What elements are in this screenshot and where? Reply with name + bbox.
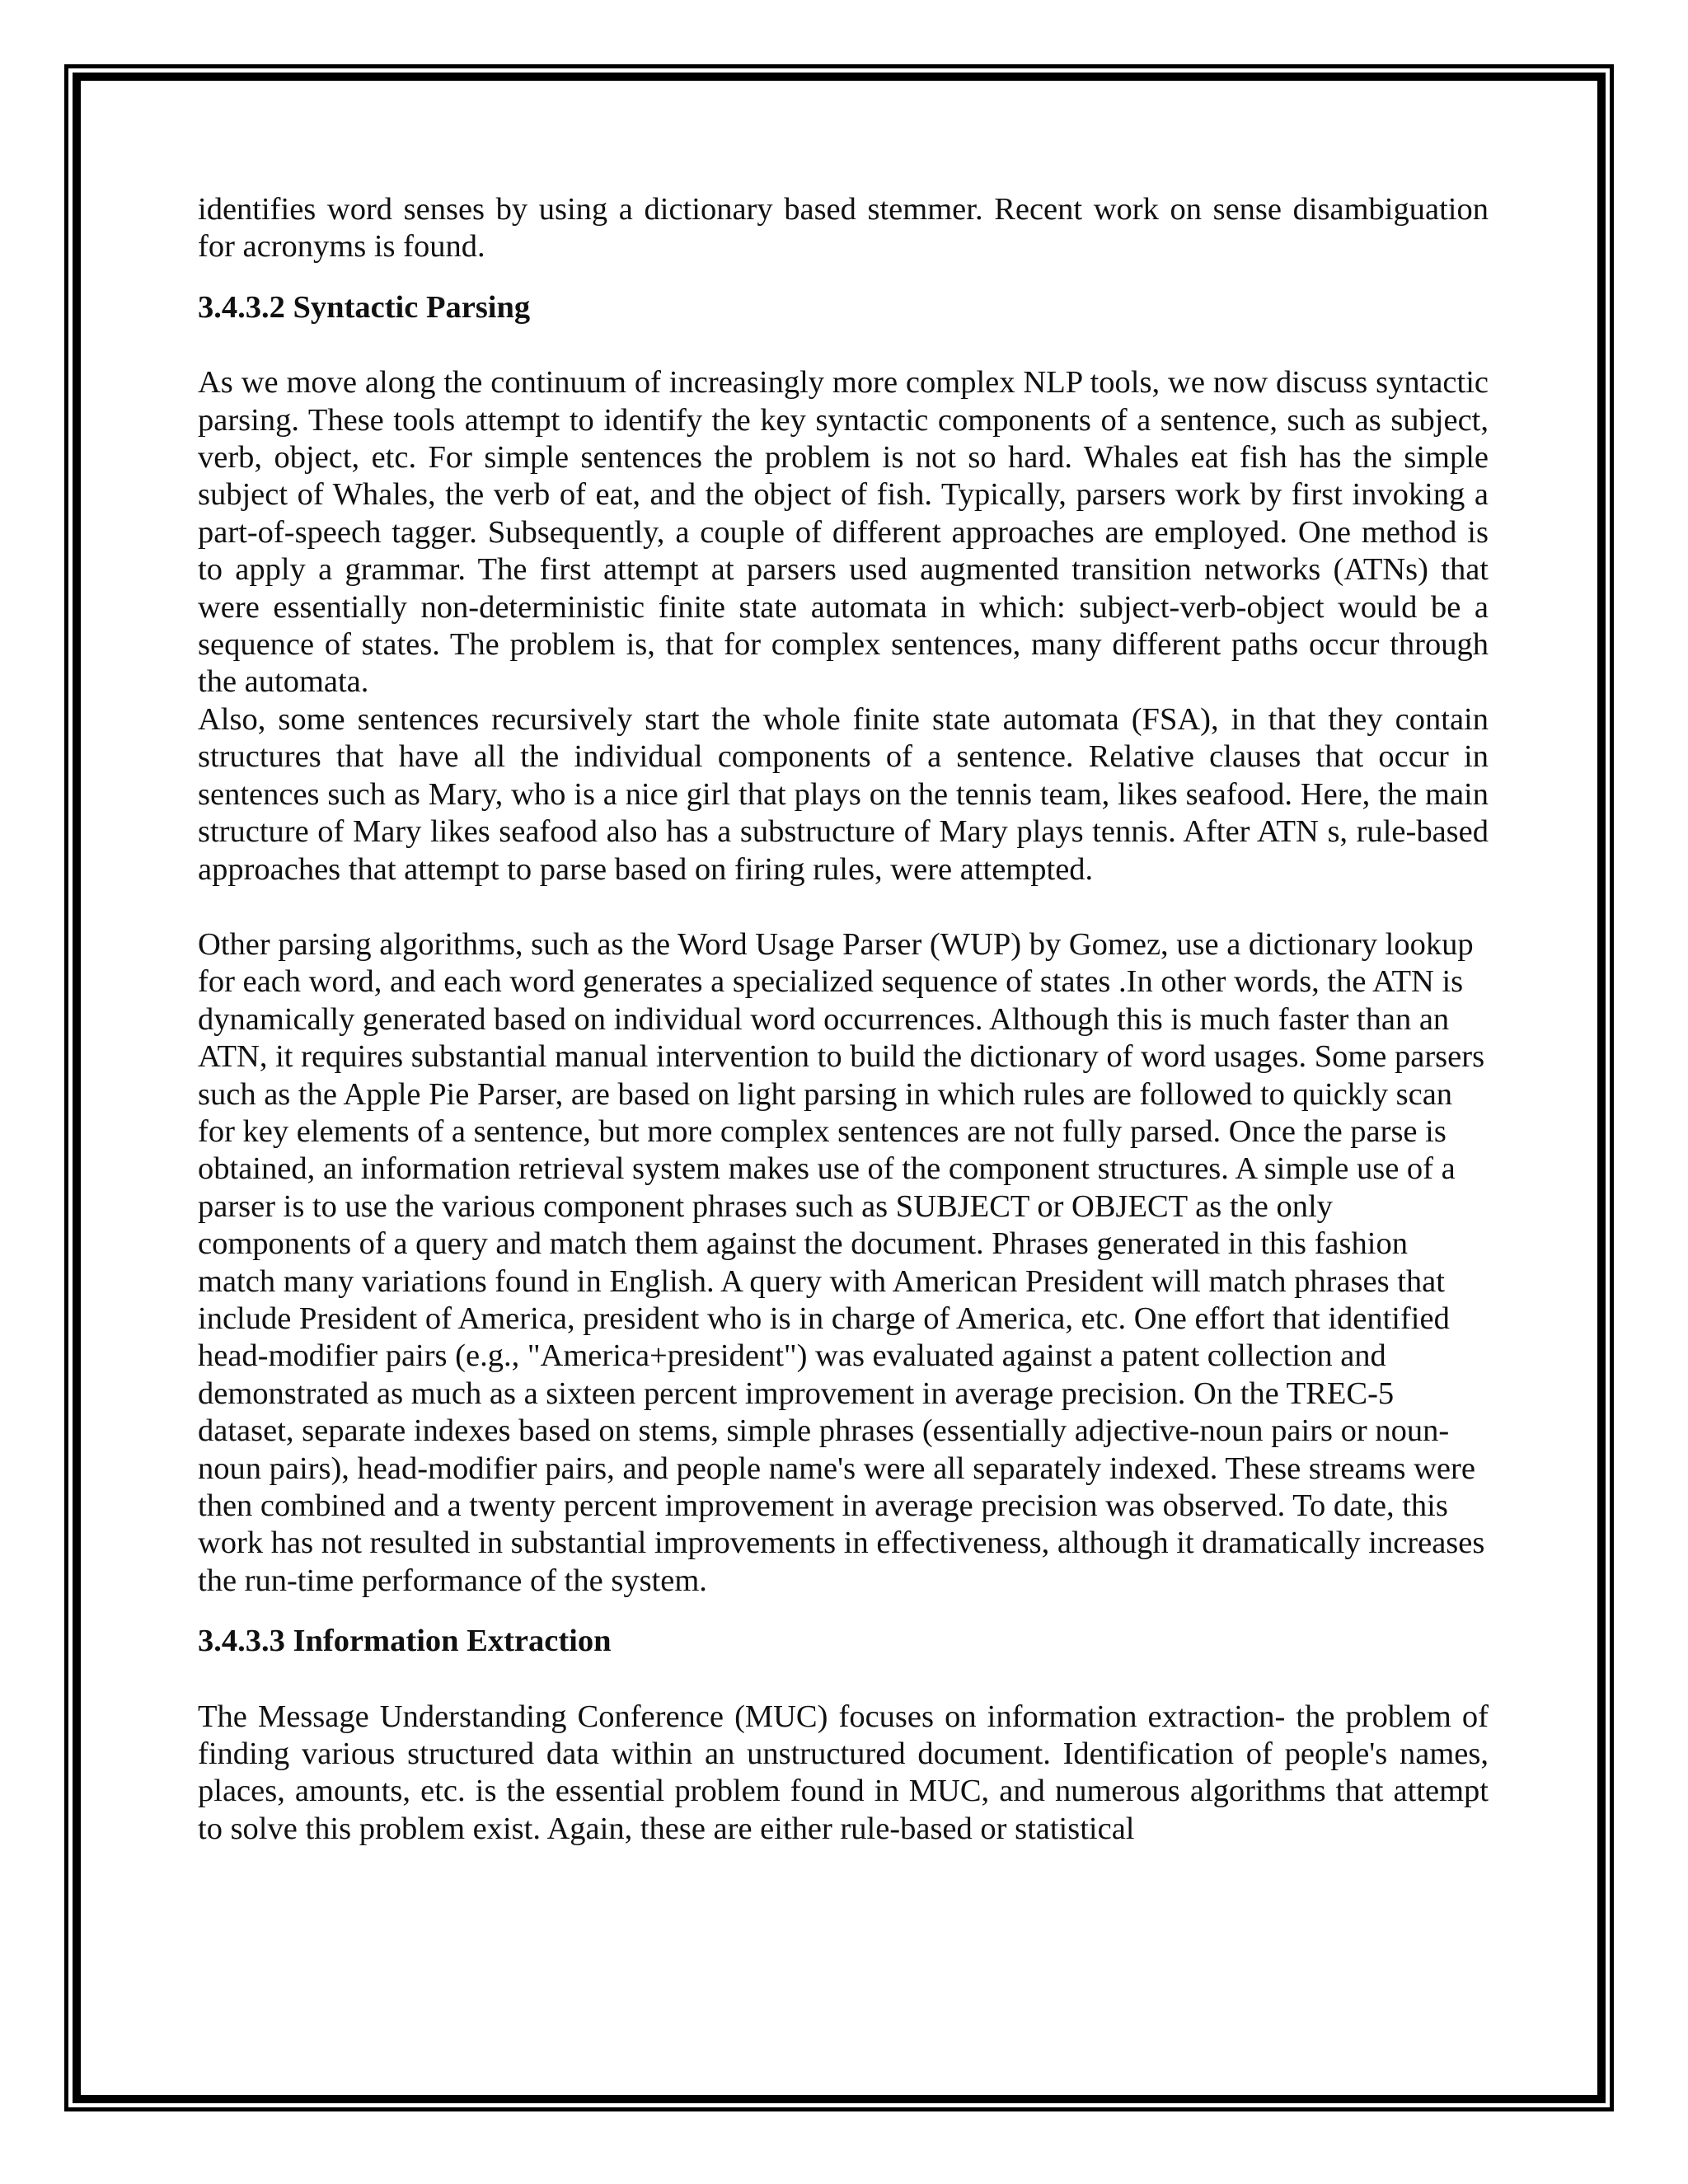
page-body bbox=[198, 191, 1489, 1848]
extraction-paragraph-1: The Message Understanding Conference (MUC) focuses on information extraction- the problem of finding various structured data within an unstructured document. Identification of people's names, places, amounts, etc. is the essential problem found in MUC, and numerous algorithms that attempt to solve this problem exist. Again, these are either rule-based or statistical bbox=[198, 1699, 1489, 1846]
section-heading-syntactic-parsing: 3.4.3.2 Syntactic Parsing bbox=[198, 289, 531, 325]
intro-paragraph: identifies word senses by using a dictionary based stemmer. Recent work on sense disambiguation for acronyms is found. bbox=[198, 192, 1489, 265]
section-heading-information-extraction: 3.4.3.3 Information Extraction bbox=[198, 1624, 612, 1659]
syntactic-paragraph-3: Other parsing algorithms, such as the Word Usage Parser (WUP) by Gomez, use a dictionary lookup for each word, and each word generates a specialized sequence of states .In other words, the ATN is dynamically generated based on individual word occurrences. Although this is much faster than an ATN, it requires substantial manual intervention to build the dictionary of word usages. Some parsers such as the Apple Pie Parser, are based on light parsing in which rules are followed to quickly scan for key elements of a sentence, but more complex sentences are not fully parsed. Once the parse is obtained, an information retrieval system makes use of the component structures. A simple use of a parser is to use the various component phrases such as SUBJECT or OBJECT as the only components of a query and match them against the document. Phrases generated in this fashion match many variations found in English. A query with American President will match phrases that include President of America, president who is in charge of America, etc. One effort that identified head-modifier pairs (e.g., "America+president") was evaluated against a patent collection and demonstrated as much as a sixteen percent improvement in average precision. On the TREC-5 dataset, separate indexes based on stems, simple phrases (essentially adjective-noun pairs or noun-noun pairs), head-modifier pairs, and people name's were all separately indexed. These streams were then combined and a twenty percent improvement in average precision was observed. To date, this work has not resulted in substantial improvements in effectiveness, although it dramatically increases the run-time performance of the system. bbox=[198, 926, 1485, 1598]
syntactic-paragraph-2: Also, some sentences recursively start the whole finite state automata (FSA), in that they contain structures that have all the individual components of a sentence. Relative clauses that occur in sentences such as Mary, who is a nice girl that plays on the tennis team, likes seafood. Here, the main structure of Mary likes seafood also has a substructure of Mary plays tennis. After ATN s, rule-based approaches that attempt to parse based on firing rules, were attempted. bbox=[198, 701, 1489, 887]
syntactic-paragraph-1: As we move along the continuum of increasingly more complex NLP tools, we now discuss syntactic parsing. These tools attempt to identify the key syntactic components of a sentence, such as subject, verb, object, etc. For simple sentences the problem is not so hard. Whales eat fish has the simple subject of Whales, the verb of eat, and the object of fish. Typically, parsers work by first invoking a part-of-speech tagger. Subsequently, a couple of different approaches are employed. One method is to apply a grammar. The first attempt at parsers used augmented transition networks (ATNs) that were essentially non-deterministic finite state automata in which: subject-verb-object would be a sequence of states. The problem is, that for complex sentences, many different paths occur through the automata. bbox=[198, 365, 1489, 700]
